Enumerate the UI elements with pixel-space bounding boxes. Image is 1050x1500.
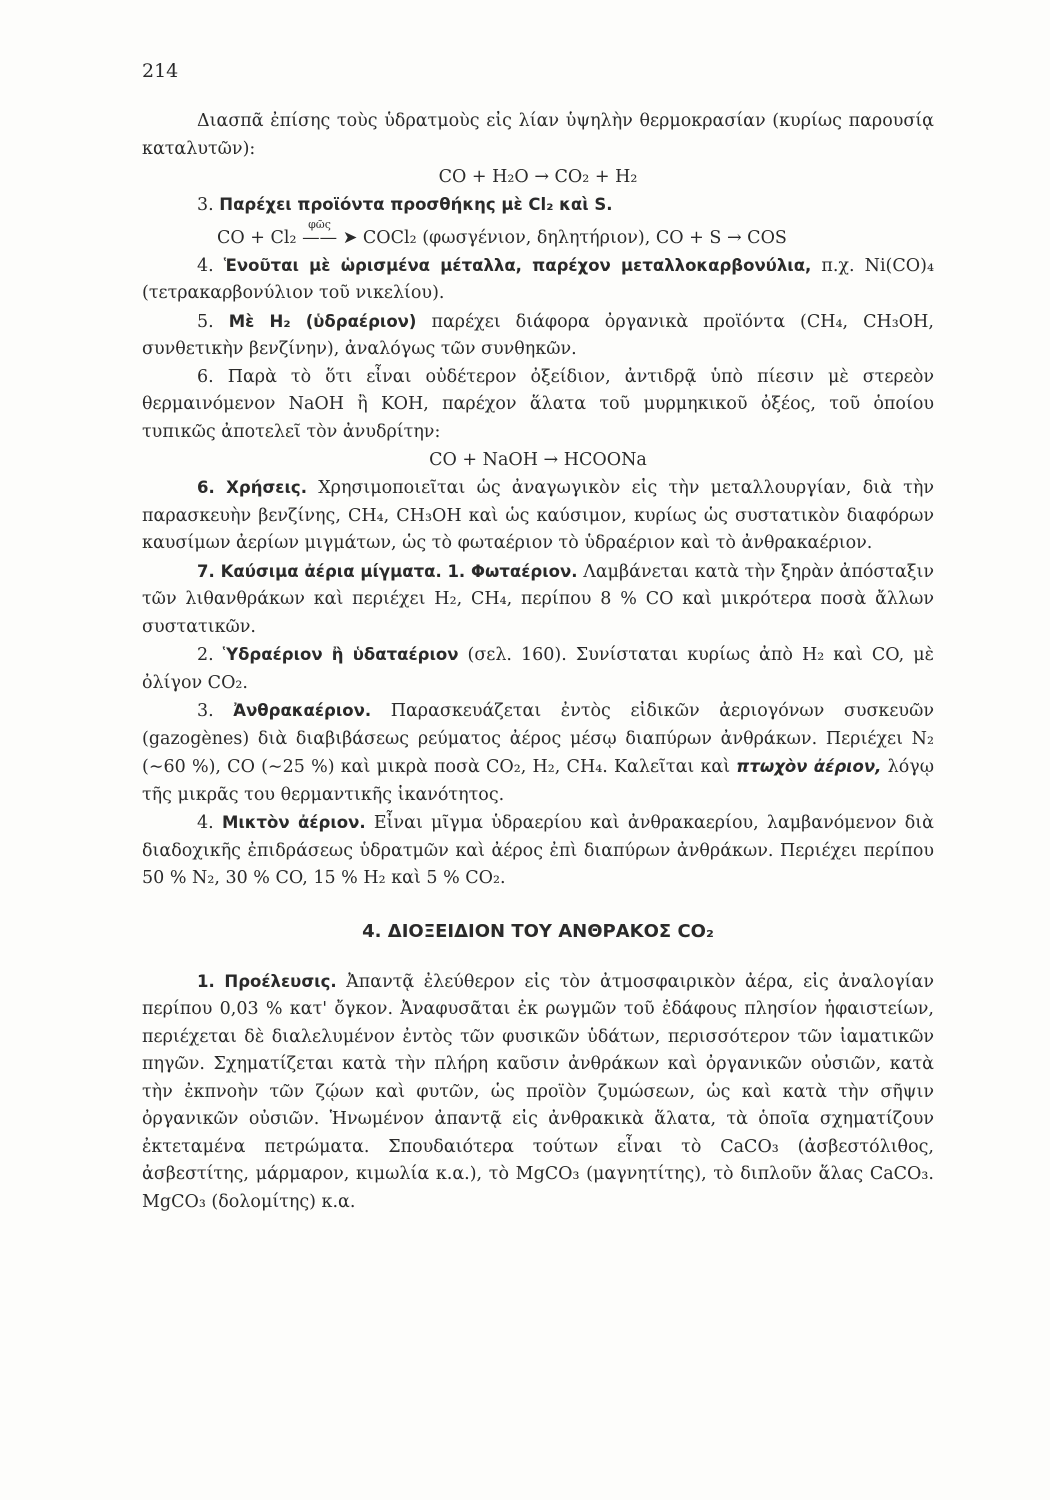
item-3-number: 3.	[197, 195, 214, 215]
water-gas-number: 2.	[197, 645, 214, 665]
chapter-heading-co2: 4. ΔΙΟΞΕΙΔΙΟΝ ΤΟΥ ΑΝΘΡΑΚΟΣ CO₂	[362, 920, 714, 942]
item-5-title: Μὲ H₂ (ὑδραέριον)	[228, 311, 417, 331]
section-uses-title: 6. Χρήσεις.	[197, 478, 307, 497]
water-gas	[142, 641, 934, 697]
equation-phosgene	[142, 217, 934, 252]
page-body	[142, 108, 934, 1216]
item-6: 6. Παρὰ τὸ ὅτι εἶναι οὐδέτερον ὀξείδιον, ἀντιδρᾷ ὑπὸ πίεσιν μὲ στερεὸν θερμαινόμενον NaOH ἢ KOH, παρέχον ἅλατα τοῦ μυρμηκικοῦ ὀξέος, τοῦ ὁποίου τυπικῶς ἀποτελεῖ τὸν ἀνυδρίτην:	[142, 366, 934, 442]
section-fuel-gases	[142, 558, 934, 642]
water-gas-text: (σελ. 160). Συνίσταται κυρίως ἀπὸ H₂ καὶ CO, μὲ ὀλίγον CO₂.	[142, 645, 934, 693]
producer-gas-text-a: Παρασκευάζεται ἐντὸς εἰδικῶν ἀεριογόνων συσκευῶν (gazogènes) διὰ διαβιβάσεως ρεύματος ἀέρος μέσῳ διαπύρων ἀνθράκων. Περιέχει N₂ (∼60 %), CO (∼25 %) καὶ μικρὰ ποσὰ CO₂, H₂, CH₄. Καλεῖται καὶ	[142, 701, 934, 777]
arrow-light	[302, 217, 338, 252]
page-number: 214	[142, 60, 179, 82]
equation-phosgene-right: ➤ COCl₂ (φωσγένιον, δηλητήριον), CO + S → COS	[342, 227, 787, 248]
item-3	[142, 191, 934, 220]
arrow-light-label: φῶς	[308, 217, 331, 231]
equation-phosgene-left: CO + Cl₂	[217, 227, 297, 248]
producer-gas-number: 3.	[197, 701, 214, 721]
coal-gas-text: Λαμβάνεται κατὰ τὴν ξηρὰν ἀπόσταξιν τῶν λιθανθράκων καὶ περιέχει H₂, CH₄, περίπου 8 % CO καὶ μικρότερα ποσὰ ἄλλων συστατικῶν.	[142, 561, 934, 637]
equation-water-gas-shift: CO + H₂O → CO₂ + H₂	[438, 167, 638, 187]
mixed-gas-title: Μικτὸν ἀέριον.	[221, 813, 366, 832]
arrow-line: ——	[302, 227, 338, 248]
producer-gas-poor-gas: πτωχὸν ἀέριον,	[736, 757, 882, 776]
mixed-gas	[142, 809, 934, 893]
item-5	[142, 308, 934, 364]
mixed-gas-text: Εἶναι μῖγμα ὑδραερίου καὶ ἀνθρακαερίου, λαμβανόμενον διὰ διαδοχικῆς ἐπιδράσεως ὑδρατμῶν καὶ ἀέρος ἐπὶ διαπύρων ἀνθράκων. Περιέχει περίπου 50 % N₂, 30 % CO, 15 % H₂ καὶ 5 % CO₂.	[142, 813, 934, 888]
item-4-number: 4.	[197, 255, 214, 276]
item-4-text: π.χ. Ni(CO)₄ (τετρακαρβονύλιον τοῦ νικελίου).	[142, 255, 934, 303]
section-origin	[142, 968, 934, 1217]
item-3-title: Παρέχει προϊόντα προσθήκης μὲ Cl₂ καὶ S.	[219, 195, 613, 214]
mixed-gas-number: 4.	[197, 813, 214, 833]
water-gas-title: Ὑδραέριον ἢ ὑδαταέριον	[222, 645, 459, 664]
producer-gas-text-b: λόγῳ τῆς μικρᾶς του θερμαντικῆς ἱκανότητος.	[142, 757, 934, 805]
item-4-title: Ἑνοῦται μὲ ὡρισμένα μέταλλα, παρέχον μεταλλοκαρβονύλια,	[223, 255, 812, 275]
section-uses	[142, 474, 934, 558]
item-5-text: παρέχει διάφορα ὀργανικὰ προϊόντα (CH₄, CH₃OH, συνθετικὴν βενζίνην), ἀναλόγως τῶν συνθηκῶν.	[142, 311, 934, 359]
item-4	[142, 252, 934, 308]
paragraph-steam-decomposition: Διασπᾶ ἐπίσης τοὺς ὑδρατμοὺς εἰς λίαν ὑψηλὴν θερμοκρασίαν (κυρίως παρουσίᾳ καταλυτῶν):	[142, 111, 934, 159]
equation-formate: CO + NaOH → HCOONa	[429, 450, 647, 470]
section-origin-text: Ἀπαντᾷ ἐλεύθερον εἰς τὸν ἀτμοσφαιρικὸν ἀέρα, εἰς ἀναλογίαν περίπου 0,03 % κατ' ὄγκον. Ἀναφυσᾶται ἐκ ρωγμῶν τοῦ ἐδάφους πλησίον ἡφαιστείων, περιέχεται δὲ διαλελυμένον ἐντὸς τῶν φυσικῶν ὑδάτων, περισσότερον τῶν ἰαματικῶν πηγῶν. Σχηματίζεται κατὰ τὴν πλήρη καῦσιν ἀνθράκων καὶ ὀργανικῶν οὐσιῶν, κατὰ τὴν ἐκπνοὴν τῶν ζῴων καὶ φυτῶν, ὡς προϊὸν ζυμώσεων, ὡς καὶ κατὰ τὴν σῆψιν ὀργανικῶν οὐσιῶν. Ἡνωμένον ἀπαντᾷ εἰς ἀνθρακικὰ ἅλατα, τὰ ὁποῖα σχηματίζουν ἐκτεταμένα πετρώματα. Σπουδαιότερα τούτων εἶναι τὸ CaCO₃ (ἀσβεστόλιθος, ἀσβεστίτης, μάρμαρον, κιμωλία κ.α.), τὸ MgCO₃ (μαγνητίτης), τὸ διπλοῦν ἅλας CaCO₃. MgCO₃ (δολομίτης) κ.α.	[142, 971, 934, 1212]
section-uses-text: Χρησιμοποιεῖται ὡς ἀναγωγικὸν εἰς τὴν μεταλλουργίαν, διὰ τὴν παρασκευὴν βενζίνης, CH₄, CH₃OH καὶ ὡς καύσιμον, κυρίως ὡς συστατικὸν διαφόρων καυσίμων ἀερίων μιγμάτων, ὡς τὸ φωταέριον τὸ ὑδραέριον καὶ τὸ ἀνθρακαέριον.	[142, 478, 934, 553]
section-origin-title: 1. Προέλευσις.	[197, 971, 337, 991]
item-5-number: 5.	[197, 311, 214, 332]
section-fuel-gases-title: 7. Καύσιμα ἀέρια μίγματα.	[197, 561, 442, 581]
producer-gas	[142, 697, 934, 809]
producer-gas-title: Ἀνθρακαέριον.	[233, 701, 372, 720]
coal-gas-title: 1. Φωταέριον.	[447, 561, 578, 581]
